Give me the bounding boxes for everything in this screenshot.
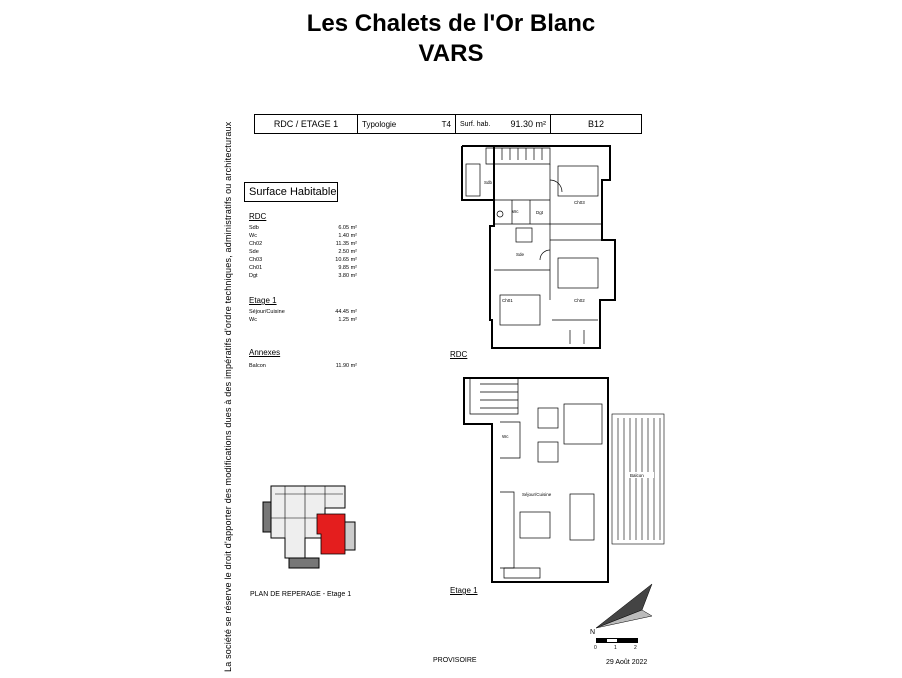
- lot-cell: B12: [587, 119, 604, 129]
- room-label-ch03: Ch03: [574, 200, 585, 205]
- table-row: Ch03 10.65 m²: [249, 257, 357, 263]
- north-arrow-icon: [586, 580, 666, 640]
- etage1-section-title: Etage 1: [249, 296, 277, 305]
- info-header-table: [254, 114, 642, 134]
- rdc-section-title: RDC: [249, 212, 267, 221]
- table-row: Wc 1.25 m²: [249, 317, 357, 323]
- rdc-plan-label: RDC: [450, 350, 468, 359]
- room-label-sdb: Sdb: [484, 180, 493, 185]
- typologie-label: Typologie: [362, 119, 397, 129]
- surface-label: Surf. hab.: [460, 120, 491, 128]
- status-label: PROVISOIRE: [433, 657, 477, 664]
- room-label-ch01: Ch01: [502, 298, 513, 303]
- scale-zero: 0: [594, 645, 597, 651]
- table-row: Wc 1.40 m²: [249, 233, 357, 239]
- table-row: Ch02 11.35 m²: [249, 241, 357, 247]
- room-label-ch02: Ch02: [574, 298, 585, 303]
- typologie-cell: [358, 115, 456, 133]
- highlighted-lot: [317, 514, 345, 554]
- etage1-table: [249, 308, 357, 324]
- etage1-plan-label: Etage 1: [450, 586, 478, 595]
- scale-bar: [596, 638, 638, 643]
- typologie-value: T4: [441, 119, 451, 129]
- scale-two: 2: [634, 645, 637, 651]
- svg-text:N: N: [590, 629, 596, 636]
- levels-cell: RDC / ETAGE 1: [255, 115, 358, 133]
- scale-one: 1: [614, 645, 617, 651]
- room-label-wc: Wc: [512, 209, 519, 214]
- room-label-sde: Sde: [516, 252, 525, 257]
- table-row: Sdb 6.05 m²: [249, 225, 357, 231]
- table-row: Séjour/Cuisine 44.45 m²: [249, 309, 357, 315]
- project-location: VARS: [418, 40, 484, 67]
- document-date: 29 Août 2022: [606, 659, 648, 666]
- room-label-dgt: Dgt: [536, 210, 544, 215]
- surface-habitable-box: Surface Habitable: [244, 182, 338, 202]
- table-row: Sde 2.50 m²: [249, 249, 357, 255]
- project-title: Les Chalets de l'Or Blanc: [306, 10, 596, 37]
- reperage-mini-plan: [255, 478, 365, 570]
- room-label-balcon: Balcon: [630, 473, 644, 478]
- room-label-wc-etage: Wc: [502, 434, 509, 439]
- reperage-caption: PLAN DE REPERAGE - Etage 1: [250, 591, 352, 598]
- rdc-floor-plan: [440, 140, 630, 355]
- rdc-table: [249, 224, 357, 280]
- etage1-floor-plan: [440, 372, 672, 588]
- table-row: Ch01 9.85 m²: [249, 265, 357, 271]
- table-row: Balcon 11.90 m²: [249, 363, 357, 369]
- surface-value: 91.30 m²: [510, 119, 546, 129]
- surface-cell: [456, 115, 551, 133]
- annexes-section-title: Annexes: [249, 348, 281, 357]
- annexes-table: [249, 362, 357, 370]
- room-label-sejour: Séjour/Cuisine: [522, 492, 552, 497]
- legal-side-note: La société se réserve le droit d'apporter des modifications dues à des impératifs d'ordre techniques, administratifs ou architecturaux: [223, 121, 233, 672]
- table-row: Dgt 3.80 m²: [249, 273, 357, 279]
